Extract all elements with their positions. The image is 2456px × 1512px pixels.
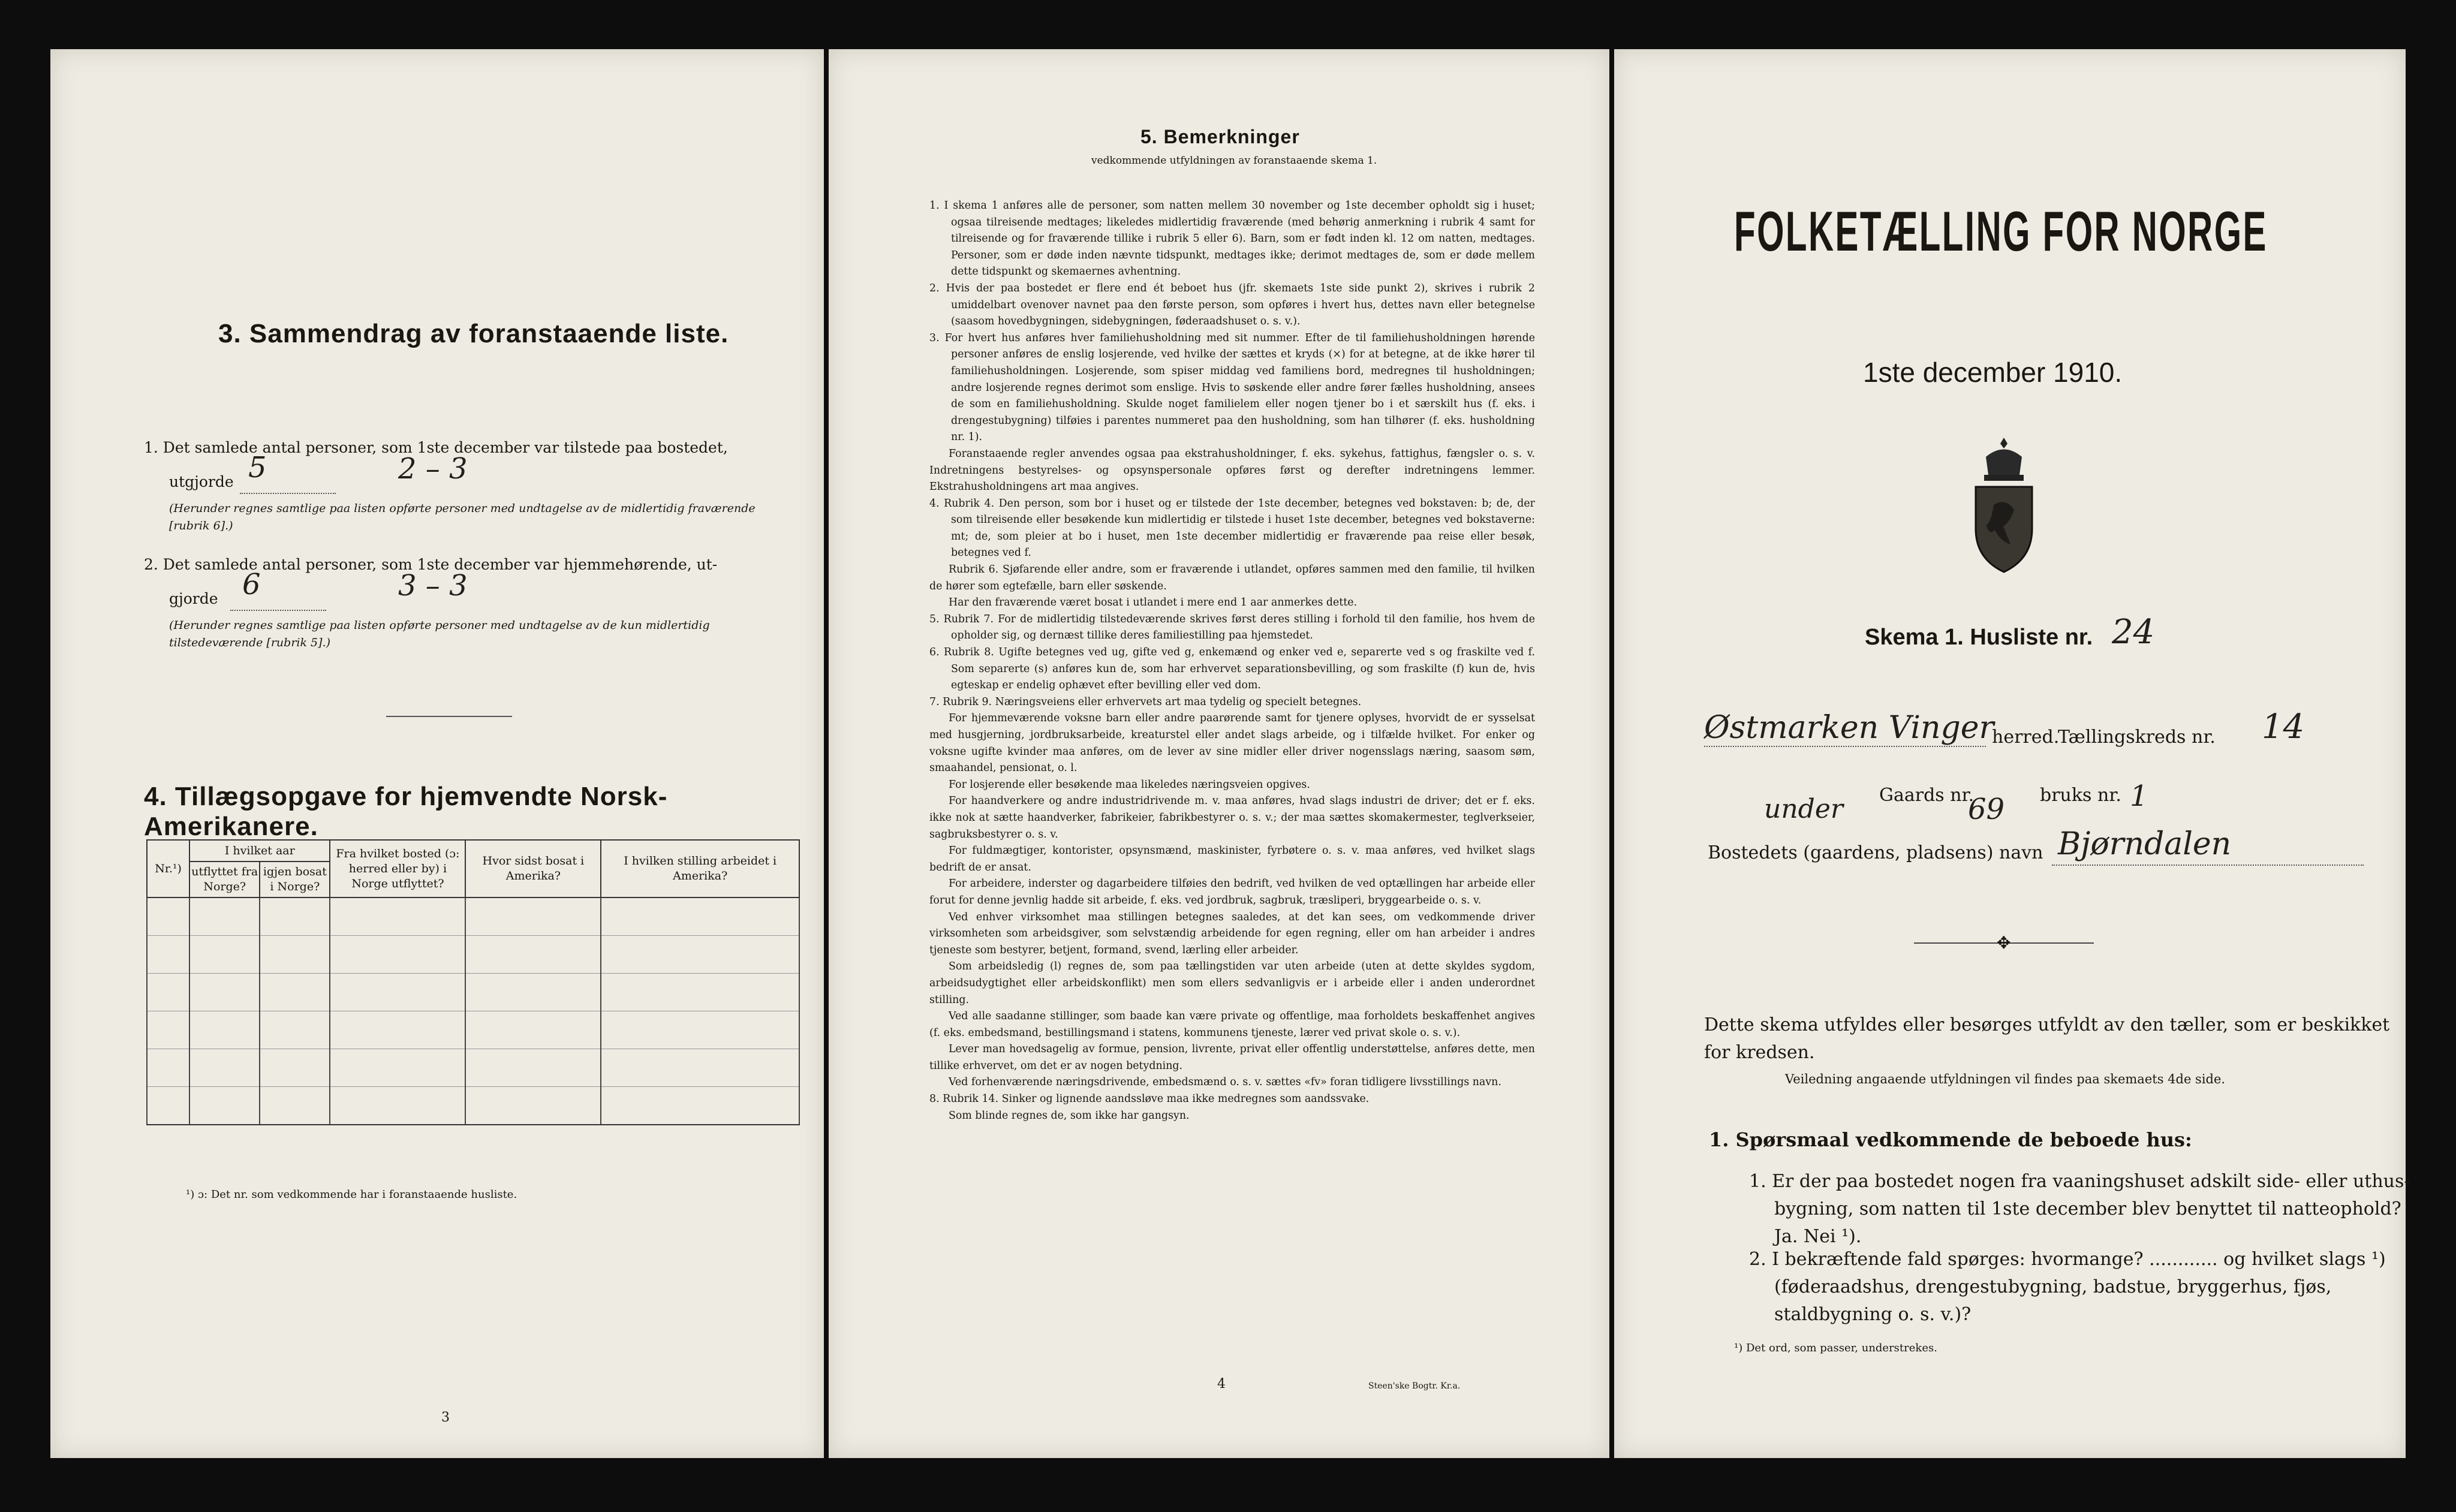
col-stilling: I hvilken stilling arbeidet i Amerika? (601, 840, 799, 897)
question-header: 1. Spørsmaal vedkommende de beboede hus: (1709, 1128, 2192, 1151)
herred-fill-line (1704, 746, 1986, 747)
remark-4: 4. Rubrik 4. Den person, som bor i huset og er tilstede der 1ste december, betegnes ved bokstaven: b; de, der som tilreisende eller besøkende kun midlertidig er tilstede i huset 1ste december, betegnes ved bokstaverne: mt; de, som pleier at bo i huset, men 1ste december midlertidig er fraværende paa reise eller besøk, betegnes ved f. (929, 497, 1535, 559)
col-hvilket-aar: I hvilket aar (189, 840, 330, 862)
remark-3: 3. For hvert hus anføres hver familiehusholdning med sit nummer. Efter de til familiehusholdningen hørende personer anføres de enslig losjerende, ved hvilke der sættes et kryds (×) for at betegne, at de ikke hører til familiehusholdningen. Losjerende, som spiser middag ved familiens bord, medregnes til husholdningen; andre losjerende regnes derimot som enslige. Hvis to søskende eller andre fører fælles husholdning, ansees de som en familiehusholdning. Skulde noget familielem eller nogen tjener bo i et særskilt hus (f. eks. i drengestubygning) tilføies i parentes nummeret paa den husholdning, som han tilhører (f. eks. husholdning nr. 1). (929, 332, 1535, 444)
remark-1: 1. I skema 1 anføres alle de personer, som natten mellem 30 november og 1ste december opholdt sig i huset; ogsaa tilreisende medtages; likeledes midlertidig fraværende (med behørig anmerkning i rubrik 4 samt for tilreisende og for fraværende tillike i rubrik 5 eller 6). Barn, som er født inden kl. 12 om natten, medtages. Personer, som er døde inden nævnte tidspunkt, medtages ikke; derimot medtages de, som er døde mellem dette tidspunkt og skemaernes avhentning. (929, 200, 1535, 278)
table-row (147, 1049, 799, 1087)
table-row (147, 897, 799, 936)
bosted-name-handwritten: Bjørndalen (2058, 826, 2232, 862)
under-handwritten: under (1764, 794, 1843, 824)
col-igjen-bosat: igjen bosat i Norge? (260, 862, 330, 897)
table-row (147, 1011, 799, 1049)
question-1: 1. Er der paa bostedet nogen fra vaaningshuset adskilt side- eller uthus-bygning, som natten til 1ste december blev benyttet til natteophold? Ja. Nei ¹). (1749, 1171, 2410, 1247)
kreds-nr-handwritten: 14 (2262, 707, 2305, 746)
section-divider (386, 716, 512, 717)
right-footnote: ¹) Det ord, som passer, understrekes. (1734, 1342, 1937, 1354)
middle-page (829, 49, 1609, 1458)
left-page (50, 49, 824, 1458)
bosted-label: Bostedets (gaardens, pladsens) navn (1708, 842, 2043, 863)
item1-handwritten-split: 2 – 3 (398, 452, 468, 486)
herred-label: herred. (1992, 727, 2060, 748)
remark-5: 5. Rubrik 7. For de midlertidig tilstedeværende skrives først deres stilling i forhold til den familie, hos hvem de opholder sig, og dernæst tillike deres familiestilling paa hjemstedet. (929, 613, 1535, 642)
skema-label: Skema 1. Husliste nr. (1865, 625, 2093, 650)
table-row (147, 974, 799, 1011)
herred-handwritten: Østmarken Vinger (1704, 710, 1994, 746)
gaards-label: Gaards nr. (1879, 785, 1975, 806)
remark-3-extra: Foranstaaende regler anvendes ogsaa paa ekstrahusholdninger, f. eks. sykehus, fattighus, fængsler o. s. v. Indretningens bestyrelses- og opsynspersonale opføres først og derefter indretningens lemmer. Ekstrahusholdningens art maa angives. (929, 447, 1535, 493)
table-row (147, 936, 799, 974)
item2-handwritten-count: 6 (242, 568, 261, 601)
norsk-amerikanere-table (146, 839, 800, 1125)
remark-8-blinde: Som blinde regnes de, som ikke har gangsyn. (949, 1109, 1190, 1122)
item2-gjorde-label: gjorde (169, 590, 218, 607)
question-2: 2. I bekræftende fald spørges: hvormange? ............ og hvilket slags ¹) (føderaadshus, drengestubygning, badstue, bryggerhus, fjøs, staldbygning o. s. v.)? (1749, 1249, 2386, 1325)
item1-text: 1. Det samlede antal personer, som 1ste december var tilstede paa bostedet, (144, 439, 728, 456)
remark-4-utland: Har den fraværende været bosat i utlandet i mere end 1 aar anmerkes dette. (949, 597, 1358, 609)
col-sidst-bosat: Hvor sidst bosat i Amerika? (465, 840, 601, 897)
remarks-title: 5. Bemerkninger (1140, 126, 1300, 147)
printer-imprint: Steen'ske Bogtr. Kr.a. (1368, 1381, 1461, 1391)
kreds-label: Tællingskreds nr. (2058, 727, 2216, 748)
table-row (147, 1087, 799, 1125)
col-utflyttet: utflyttet fra Norge? (189, 862, 260, 897)
remarks-body (929, 198, 1535, 1124)
remark-7-d: For fuldmægtiger, kontorister, opsynsmænd, maskinister, fyrbøtere o. s. v. maa anføres, ved hvilket slags bedrift de er ansat. (929, 845, 1535, 874)
remark-7-e: For arbeidere, inderster og dagarbeidere tilføies den bedrift, ved hvilken de ved optællingen har arbeide eller forut for denne jevnlig hadde sit arbeide, f. eks. ved jordbruk, sagbruk, træsliperi, bryggearbeide o. s. v. (929, 878, 1535, 906)
bruks-nr-handwritten: 1 (2130, 779, 2148, 813)
bruks-label: bruks nr. (2040, 785, 2121, 806)
intro-text: Dette skema utfyldes eller besørges utfyldt av den tæller, som er beskikket for kredsen. (1704, 1014, 2390, 1063)
remark-6: 6. Rubrik 8. Ugifte betegnes ved ug, gifte ved g, enkemænd og enker ved e, separerte ved s og fraskilte ved f. Som separerte (s) anføres kun de, som har erhvervet separationsbevilling, og som fraskilte (f) kun de, hvis egteskap er endelig ophævet efter bevilling eller ved dom. (929, 646, 1535, 692)
remark-7: 7. Rubrik 9. Næringsveiens eller erhvervets art maa tydelig og specielt betegnes. (929, 695, 1362, 708)
remark-7-i: Lever man hovedsagelig av formue, pension, livrente, privat eller offentlig understøttelse, anføres dette, men tillike erhvervet, om det er av nogen betydning. (929, 1043, 1535, 1072)
section4-title: 4. Tillægsopgave for hjemvendte Norsk-Amerikanere. (144, 782, 668, 841)
remark-2: 2. Hvis der paa bostedet er flere end ét beboet hus (jfr. skemaets 1ste side punkt 2), skrives i rubrik 2 umiddelbart ovenover navnet paa den første person, som opføres i hvert hus, dettes navn eller betegnelse (saasom hovedbygningen, sidebygningen, føderaadshuset o. s. v.). (929, 282, 1535, 328)
gaards-nr-handwritten: 69 (1968, 793, 2005, 826)
item2-fill-line (230, 610, 326, 611)
item1-note: (Herunder regnes samtlige paa listen opførte personer med undtagelse av de midlertidig fraværende [rubrik 6].) (169, 502, 756, 532)
item1-utgjorde-label: utgjorde (169, 473, 234, 490)
item2-text: 2. Det samlede antal personer, som 1ste december var hjemmehørende, ut- (144, 556, 718, 573)
census-date: 1ste december 1910. (1863, 357, 2123, 388)
section3-title: 3. Sammendrag av foranstaaende liste. (218, 319, 729, 348)
census-title: FOLKETÆLLING FOR NORGE (1734, 200, 2268, 263)
remark-7-a: For hjemmeværende voksne barn eller andre paarørende samt for tjenere oplyses, hvorvidt de er sysselsat med husgjerning, jordbruksarbeide, kreaturstel eller andet slags arbeide, og i tilfælde hvilket. For enker og voksne ugifte kvinder maa anføres, om de lever av sine midler eller driver nogensslags næring, saasom søm, smaahandel, pensionat, o. l. (929, 712, 1535, 775)
item1-fill-line (240, 493, 336, 494)
remark-8: 8. Rubrik 14. Sinker og lignende aandssløve maa ikke medregnes som aandssvake. (929, 1093, 1370, 1106)
norway-coat-of-arms-icon (1965, 433, 2043, 577)
remark-7-f: Ved enhver virksomhet maa stillingen betegnes saaledes, at det kan sees, om vedkommende driver virksomheten som arbeidsgiver, som selvstændig arbeidende for egen regning, eller om han arbeider i andres tjeneste som bestyrer, betjent, formand, svend, lærling eller arbeider. (929, 911, 1535, 956)
remarks-subtitle: vedkommende utfyldningen av foranstaaende skema 1. (1091, 155, 1377, 167)
remark-7-j: Ved forhenværende næringsdrivende, embedsmænd o. s. v. sættes «fv» foran tidligere livsstillings navn. (949, 1076, 1501, 1089)
remark-4-rubrik6: Rubrik 6. Sjøfarende eller andre, som er fraværende i utlandet, opføres sammen med den familie, til hvilken de hører som egtefælle, barn eller søskende. (929, 564, 1535, 592)
veiledning-text: Veiledning angaaende utfyldningen vil findes paa skemaets 4de side. (1785, 1072, 2226, 1086)
page-number: 3 (441, 1410, 450, 1425)
husliste-nr-handwritten: 24 (2112, 613, 2155, 652)
remark-7-h: Ved alle saadanne stillinger, som baade kan være private og offentlige, maa forholdets beskaffenhet angives (f. eks. embedsmand, bestillingsmand i statens, kommunens tjeneste, lærer ved privat skole o. s. v.). (929, 1010, 1535, 1039)
right-page (1614, 49, 2410, 1458)
remark-7-c: For haandverkere og andre industridrivende m. v. maa anføres, hvad slags industri de driver; det er f. eks. ikke nok at sætte haandverker, fabrikeier, fabrikbestyrer o. s. v.; der maa sættes skomakermester, teglverkseier, sagbruksbestyrer o. s. v. (929, 795, 1535, 841)
item1-handwritten-count: 5 (248, 451, 267, 484)
item2-handwritten-split: 3 – 3 (398, 569, 468, 603)
table-footnote: ¹) ɔ: Det nr. som vedkommende har i foranstaaende husliste. (186, 1188, 517, 1201)
remark-7-g: Som arbeidsledig (l) regnes de, som paa tællingstiden var uten arbeide (uten at dette skyldes sygdom, arbeidsudygtighet eller arbeidskonflikt) men som ellers sedvanligvis er i arbeide eller i anden underordnet stilling. (929, 960, 1535, 1006)
remark-7-b: For losjerende eller besøkende maa likeledes næringsveien opgives. (949, 778, 1310, 791)
bosted-fill-line (2052, 865, 2364, 866)
item2-note: (Herunder regnes samtlige paa listen opførte personer med undtagelse av de kun midlertidig tilstedeværende [rubrik 5].) (169, 619, 710, 649)
page-number: 4 (1217, 1377, 1226, 1391)
col-fra-bosted: Fra hvilket bosted (ɔ: herred eller by) i Norge utflyttet? (330, 840, 465, 897)
ornament-icon: ✥ (1997, 933, 2011, 953)
col-nr: Nr.¹) (147, 840, 189, 897)
